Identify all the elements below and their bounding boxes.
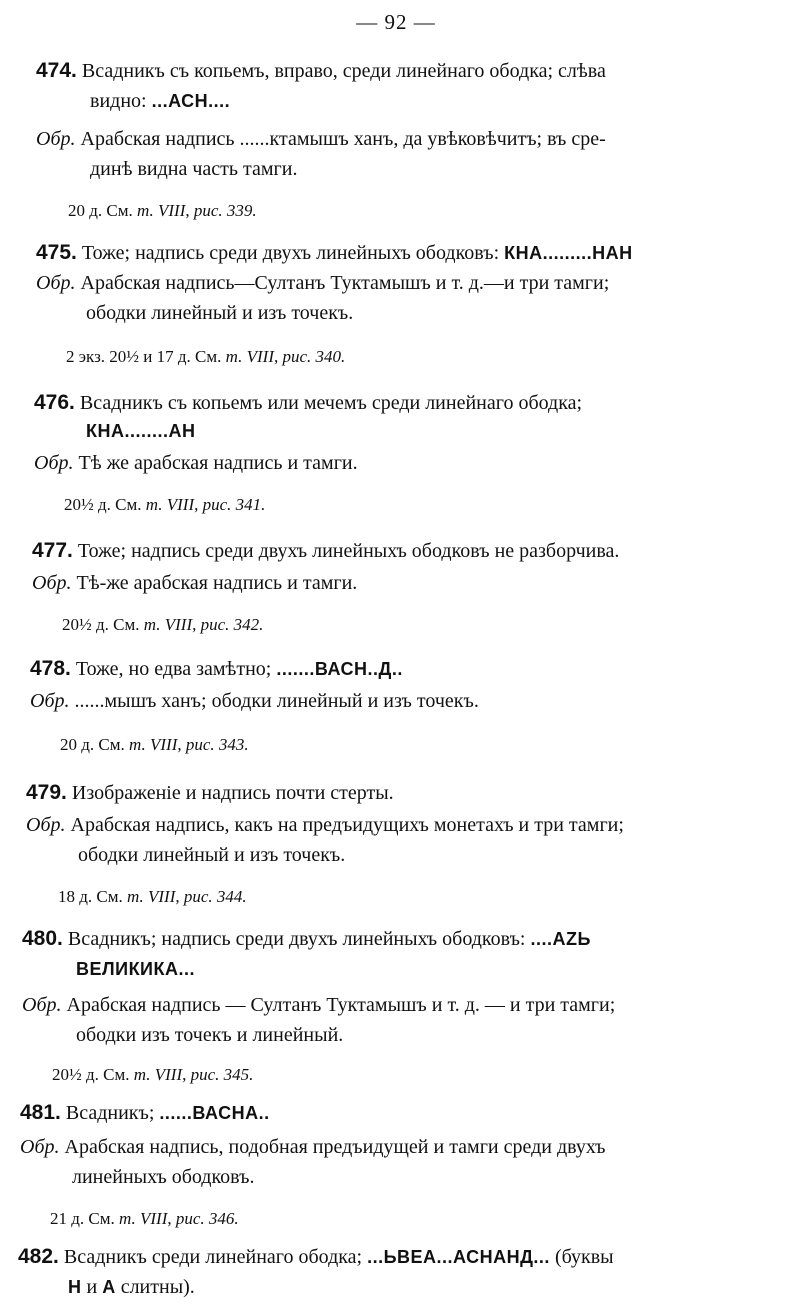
obverse-label: Обр.	[36, 272, 76, 294]
legend-text: ...ЬВЕА...АСНАНД...	[367, 1247, 550, 1267]
legend-text: А	[102, 1277, 116, 1297]
entry-text: Всадникъ съ копьемъ, вправо, среди линейнаго ободка; слѣва	[81, 60, 606, 82]
reference: 20 д. См. т. VIII, рис. 343.	[60, 735, 249, 754]
entry-line	[76, 956, 195, 982]
entry-line	[20, 1134, 606, 1160]
entry-text: линейныхъ ободковъ.	[72, 1166, 255, 1188]
entry-line	[76, 1022, 343, 1048]
entry-text: ......мышъ ханъ; ободки линейный и изъ точекъ.	[74, 690, 479, 712]
entry-text: (буквы	[549, 1246, 614, 1268]
reference: 18 д. См. т. VIII, рис. 344.	[58, 887, 247, 906]
entry-text: Изображеніе и надпись почти стерты.	[71, 782, 394, 804]
entry-text: слитны).	[115, 1276, 195, 1298]
entry-line	[36, 58, 606, 84]
obverse-label: Обр.	[32, 572, 72, 594]
entry-line	[86, 300, 353, 326]
entry-number: 482.	[18, 1245, 59, 1268]
obverse-label: Обр.	[26, 814, 66, 836]
entry-line	[32, 538, 619, 564]
entry-line	[22, 992, 615, 1018]
legend-text: КНА........АН	[86, 421, 196, 441]
entry-number: 474.	[36, 59, 77, 82]
legend-text: ...АСН....	[151, 91, 231, 111]
entry-text: Тоже; надпись среди двухъ линейныхъ ободковъ:	[81, 242, 505, 264]
entry-text: Арабская надпись ......ктамышъ ханъ, да увѣковѣчитъ; въ сре-	[80, 128, 606, 150]
reference: 20½ д. См. т. VIII, рис. 341.	[64, 495, 266, 514]
obverse-label: Обр.	[34, 452, 74, 474]
entry-line	[36, 270, 609, 296]
legend-text: ......ВАСНА..	[159, 1103, 270, 1123]
entry-line	[34, 390, 582, 416]
entry-number: 480.	[22, 927, 63, 950]
legend-text: ВЕЛИКИКА...	[76, 959, 195, 979]
obverse-label: Обр.	[22, 994, 62, 1016]
entry-number: 478.	[30, 657, 71, 680]
reference: 20½ д. См. т. VIII, рис. 345.	[52, 1065, 254, 1084]
obverse-label: Обр.	[30, 690, 70, 712]
entry-text: ободки линейный и изъ точекъ.	[86, 302, 354, 324]
entry-text: Арабская надпись—Султанъ Туктамышъ и т. д.—и три тамги;	[80, 272, 610, 294]
entry-line	[90, 88, 230, 114]
entry-text: и	[81, 1276, 103, 1298]
entry-line	[30, 656, 403, 682]
entry-line	[26, 812, 624, 838]
entry-line	[86, 418, 196, 444]
entry-line	[26, 780, 394, 806]
entry-text: Всадникъ; надпись среди двухъ линейныхъ ободковъ:	[67, 928, 531, 950]
obverse-label: Обр.	[36, 128, 76, 150]
entry-line	[32, 570, 357, 596]
entry-text: Тѣ же арабская надпись и тамги.	[78, 452, 358, 474]
entry-number: 479.	[26, 781, 67, 804]
entry-text: Всадникъ съ копьемъ или мечемъ среди линейнаго ободка;	[79, 392, 583, 414]
entry-text: Тѣ-же арабская надпись и тамги.	[76, 572, 358, 594]
entry-line	[90, 156, 297, 182]
entry-line	[20, 1100, 270, 1126]
entry-number: 476.	[34, 391, 75, 414]
entry-line	[30, 688, 479, 714]
legend-text: ....АZЬ	[530, 929, 591, 949]
entry-number: 481.	[20, 1101, 61, 1124]
entry-line	[72, 1164, 254, 1190]
obverse-label: Обр.	[20, 1136, 60, 1158]
page-number: — 92 —	[356, 10, 436, 34]
entry-text: ободки линейный и изъ точекъ.	[78, 844, 346, 866]
reference: 20 д. См. т. VIII, рис. 339.	[68, 201, 257, 220]
entry-line	[68, 1274, 195, 1300]
entry-text: Тоже; надпись среди двухъ линейныхъ ободковъ не разборчива.	[77, 540, 620, 562]
legend-text: КНА.........НАН	[504, 243, 633, 263]
entry-text: видно:	[90, 90, 152, 112]
entry-text: Всадникъ;	[65, 1102, 160, 1124]
entry-text: Арабская надпись, подобная предъидущей и тамги среди двухъ	[64, 1136, 606, 1158]
entry-text: Тоже, но едва замѣтно;	[75, 658, 277, 680]
entry-text: Всадникъ среди линейнаго ободка;	[63, 1246, 368, 1268]
entry-line	[18, 1244, 614, 1270]
entry-number: 477.	[32, 539, 73, 562]
reference: 2 экз. 20½ и 17 д. См. т. VIII, рис. 340.	[66, 347, 346, 366]
entry-text: динѣ видна часть тамги.	[90, 158, 298, 180]
entry-text: Арабская надпись — Султанъ Туктамышъ и т. д. — и три тамги;	[66, 994, 616, 1016]
entry-line	[36, 240, 633, 266]
legend-text: .......ВАСН..Д..	[276, 659, 403, 679]
entry-line	[34, 450, 358, 476]
entry-number: 475.	[36, 241, 77, 264]
entry-text: ободки изъ точекъ и линейный.	[76, 1024, 344, 1046]
entry-line	[78, 842, 345, 868]
reference: 21 д. См. т. VIII, рис. 346.	[50, 1209, 239, 1228]
legend-text: Н	[68, 1277, 82, 1297]
reference: 20½ д. См. т. VIII, рис. 342.	[62, 615, 264, 634]
entry-line	[36, 126, 606, 152]
entry-line	[22, 926, 591, 952]
entry-text: Арабская надпись, какъ на предъидущихъ монетахъ и три тамги;	[70, 814, 624, 836]
